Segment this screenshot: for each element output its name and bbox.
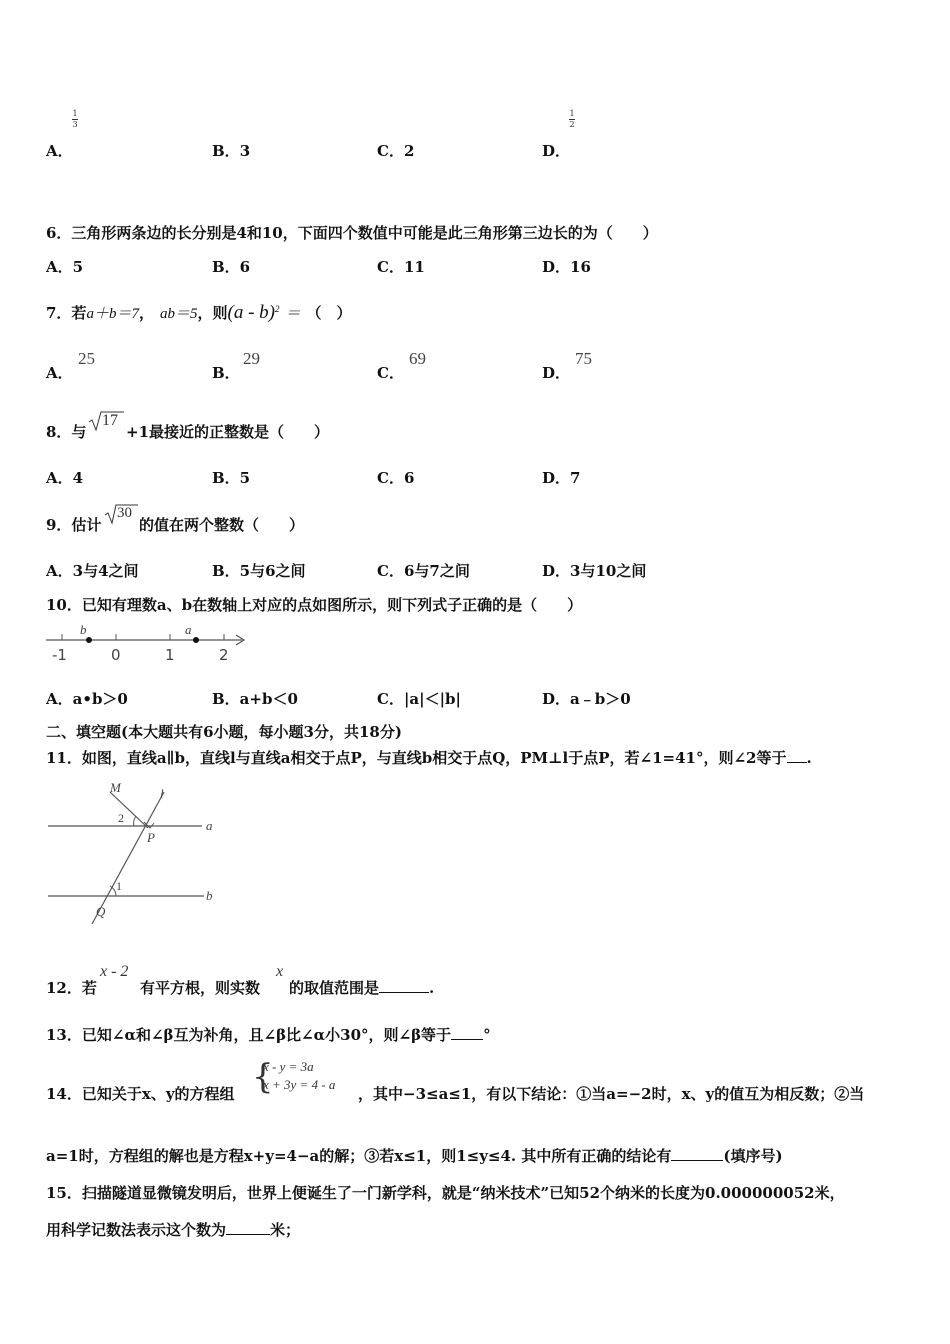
q11-question: 11．如图，直线a∥b，直线l与直线a相交于点P，与直线b相交于点Q，PM⊥l于点P，若∠1=41°，则∠2等于 . xyxy=(46,749,812,767)
q14-eq2: x + 3y = 4 - a xyxy=(263,1077,336,1092)
tick-label-1: 1 xyxy=(165,646,175,664)
q6-option-d: D．16 xyxy=(542,258,591,276)
number-line-figure xyxy=(42,620,252,664)
q6-question: 6．三角形两条边的长分别是4和10，下面四个数值中可能是此三角形第三边长的为（ ） xyxy=(46,224,658,242)
q6-option-c: C．11 xyxy=(377,258,425,276)
label-angle-2: 2 xyxy=(118,811,124,825)
q5-option-c: C．2 xyxy=(377,142,415,160)
q14-system xyxy=(263,1058,335,1094)
q9-sqrt: 30 xyxy=(104,503,138,529)
q13-question: 13．已知∠α和∠β互为补角，且∠β比∠α小30°，则∠β等于 ° xyxy=(46,1026,491,1044)
tick-label-2: 2 xyxy=(219,646,229,664)
q5-option-a-fraction: 1 3 xyxy=(72,109,78,129)
q10-option-d: D．a﹣b＞0 xyxy=(542,690,631,708)
q5-option-b: B．3 xyxy=(212,142,251,160)
q7-question: 7．若a＋b＝7， ab＝5，则(a - b)$^2$ ＝ （ ） xyxy=(46,302,352,323)
q9-prefix: 9．估计 xyxy=(46,516,102,534)
q7-option-c-value: 69 xyxy=(409,349,426,368)
q8-option-a: A．4 xyxy=(46,469,84,487)
q7-option-d: D． xyxy=(542,364,571,382)
label-q: Q xyxy=(96,904,106,919)
q9-option-c: C．6与7之间 xyxy=(377,562,470,580)
q9-option-b: B．5与6之间 xyxy=(212,562,306,580)
q9-option-d: D．3与10之间 xyxy=(542,562,647,580)
q5-option-d: D． xyxy=(542,142,571,160)
q7-option-a-value: 25 xyxy=(78,349,95,368)
point-b-label: b xyxy=(80,622,87,637)
q10-option-c: C．|a|＜|b| xyxy=(377,690,461,708)
q7-option-b: B． xyxy=(212,364,240,382)
q10-question: 10．已知有理数a、b在数轴上对应的点如图所示，则下列式子正确的是（ ） xyxy=(46,596,583,614)
q10-option-b: B．a+b＜0 xyxy=(212,690,298,708)
q8-sqrt: 17 xyxy=(88,410,124,436)
label-a: a xyxy=(206,818,213,833)
tick-label-minus-1: -1 xyxy=(52,646,67,664)
q7-option-d-value: 75 xyxy=(575,349,592,368)
q5-option-a: A． xyxy=(46,142,73,160)
q6-option-a: A．5 xyxy=(46,258,84,276)
q12-suffix: 的取值范围是 . xyxy=(289,979,435,997)
tick-label-0: 0 xyxy=(111,646,121,664)
section-title: 二、填空题(本大题共有6小题，每小题3分，共18分) xyxy=(46,723,402,741)
angle-2-arc xyxy=(134,816,136,826)
q9-option-a: A．3与4之间 xyxy=(46,562,139,580)
label-m: M xyxy=(110,780,121,795)
label-p: P xyxy=(147,830,155,845)
q8-prefix: 8．与 xyxy=(46,423,87,441)
q12-var: x xyxy=(276,963,284,980)
q14-line1: ，其中−3≤a≤1，有以下结论：①当a=−2时，x、y的值互为相反数；②当 xyxy=(358,1085,865,1103)
parallel-lines-figure xyxy=(44,778,224,926)
q7-option-b-value: 29 xyxy=(243,349,260,368)
q8-option-c: C．6 xyxy=(377,469,415,487)
label-l: l xyxy=(160,786,164,801)
q14-eq1: x - y = 3a xyxy=(263,1059,314,1074)
q6-option-b: B．6 xyxy=(212,258,251,276)
q15-line1: 15．扫描隧道显微镜发明后，世界上便诞生了一门新学科，就是“纳米技术”已知52个纳米的长度为0.000000052米， xyxy=(46,1184,845,1202)
q14-line2: a=1时，方程组的解也是方程x+y=4−a的解；③若x≤1，则1≤y≤4. 其中所有正确的结论有 (填序号) xyxy=(46,1147,783,1165)
q9-suffix: 的值在两个整数（ ） xyxy=(139,516,305,534)
q8-option-b: B．5 xyxy=(212,469,251,487)
q12-prefix: 12．若 xyxy=(46,979,97,997)
q8-option-d: D．7 xyxy=(542,469,581,487)
point-a-label: a xyxy=(185,622,192,637)
ray-pm xyxy=(110,792,148,828)
q8-suffix: +1最接近的正整数是（ ） xyxy=(126,423,330,441)
q12-expr: x - 2 xyxy=(100,963,129,980)
point-a xyxy=(193,637,199,643)
brace-icon: { xyxy=(252,1057,274,1097)
q7-option-c: C． xyxy=(377,364,404,382)
label-b: b xyxy=(206,888,213,903)
q7-option-a: A． xyxy=(46,364,73,382)
label-angle-1: 1 xyxy=(116,879,122,893)
q5-option-d-fraction: 1 2 xyxy=(569,109,575,129)
q15-line2: 用科学记数法表示这个数为 米； xyxy=(46,1221,301,1239)
q14-prefix: 14．已知关于x、y的方程组 xyxy=(46,1085,235,1103)
point-b xyxy=(86,637,92,643)
q12-mid: 有平方根，则实数 xyxy=(140,979,261,997)
q10-option-a: A．a•b＞0 xyxy=(46,690,128,708)
